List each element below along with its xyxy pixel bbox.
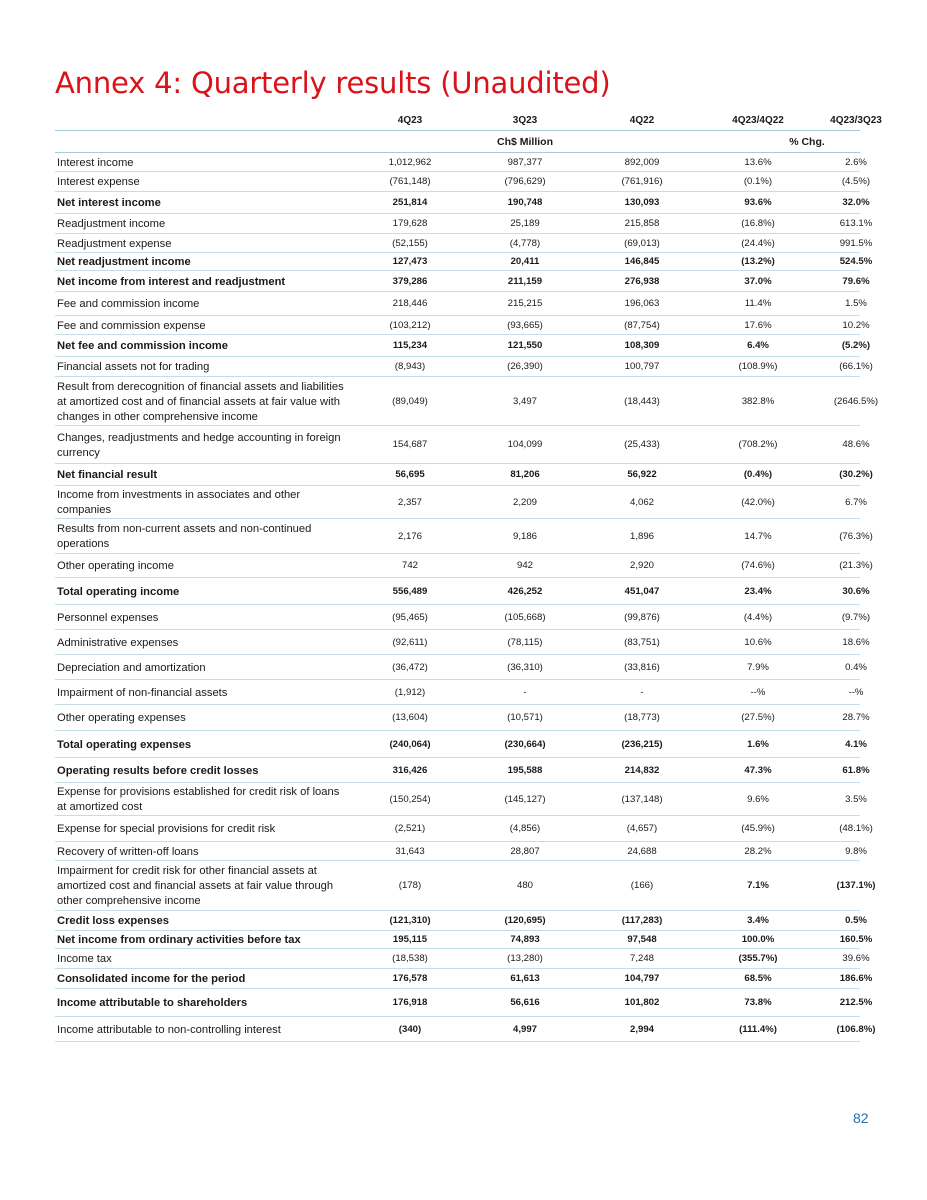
row-label: Net fee and commission income (57, 340, 228, 352)
table-row (55, 292, 867, 316)
row-value: 176,918 (392, 997, 428, 1008)
table-row (55, 519, 873, 554)
row-value: 6.4% (747, 340, 769, 351)
row-value: (150,254) (389, 793, 431, 805)
row-label: Changes, readjustments and hedge accounting in foreign currency (57, 431, 341, 459)
table-row (55, 949, 870, 969)
row-value: (42.0%) (741, 496, 775, 508)
row-value: 20,411 (510, 256, 540, 267)
row-value: (10,571) (507, 712, 543, 723)
row-value: 7,248 (629, 953, 654, 964)
row-value: 31,643 (395, 845, 425, 857)
page-number: 82 (853, 1110, 869, 1126)
row-value: (708.2%) (738, 439, 778, 450)
table-row (55, 630, 870, 655)
row-value: 942 (516, 560, 533, 571)
table-row (55, 731, 867, 758)
row-value: 14.7% (744, 530, 772, 542)
row-value: (5.2%) (841, 340, 871, 351)
row-value: 23.4% (744, 585, 772, 597)
table-row (55, 705, 870, 731)
row-value: (120,695) (504, 915, 546, 926)
row-label: Other operating income (57, 560, 174, 572)
row-value: (105,668) (504, 611, 546, 623)
row-label: Net financial result (57, 469, 158, 481)
row-value: (99,876) (624, 611, 660, 623)
row-value: 179,628 (392, 218, 428, 229)
row-value: - (640, 686, 644, 698)
column-header-row (55, 110, 882, 130)
row-label: Total operating income (57, 585, 180, 598)
table-row (55, 861, 876, 911)
row-label: Result from derecognition of financial assets and liabilities at amortized cost and of financial assets at fair value with changes in other comprehensive income (57, 380, 344, 423)
row-value: 74,893 (510, 934, 540, 945)
table-row (55, 842, 867, 861)
row-value: (4.4%) (743, 611, 773, 623)
row-label: Readjustment income (57, 218, 166, 230)
row-value: 28.2% (744, 845, 772, 857)
table-row (55, 816, 873, 842)
row-value: (0.4%) (743, 469, 773, 480)
row-value: (89,049) (392, 395, 428, 407)
row-value: 18.6% (842, 636, 870, 648)
row-value: 195,588 (507, 764, 543, 776)
row-value: (121,310) (389, 915, 431, 926)
row-value: 480 (516, 880, 533, 891)
row-value: (4,657) (626, 823, 658, 834)
row-value: 9.6% (747, 793, 769, 805)
row-label: Administrative expenses (57, 636, 179, 649)
row-value: (9.7%) (841, 611, 871, 623)
table-row (55, 234, 873, 253)
row-value: 104,099 (507, 439, 543, 450)
col-header-4q23: 4Q23 (397, 114, 423, 126)
row-value: (2,521) (394, 823, 426, 834)
row-value: 56,922 (627, 469, 657, 480)
row-value: (13,604) (392, 712, 428, 723)
row-value: 10.6% (744, 636, 772, 648)
row-value: 146,845 (624, 256, 660, 267)
row-value: 56,616 (510, 997, 540, 1008)
row-value: (106.8%) (836, 1023, 876, 1035)
row-value: 39.6% (842, 953, 870, 964)
row-value: (4,778) (509, 237, 541, 249)
row-label: Consolidated income for the period (57, 973, 246, 985)
table-row (55, 214, 873, 234)
row-value: 1.5% (845, 298, 867, 309)
row-value: 211,159 (507, 275, 543, 287)
row-value: 154,687 (392, 439, 428, 450)
row-value: 108,309 (624, 340, 660, 351)
row-label: Income from investments in associates and other companies (57, 489, 301, 516)
row-value: (145,127) (504, 793, 546, 805)
row-label: Interest income (57, 156, 134, 169)
row-value: (137,148) (621, 793, 663, 805)
row-value: (236,215) (621, 738, 663, 750)
table-row (55, 335, 871, 357)
row-value: 215,858 (624, 218, 660, 229)
row-value: 176,578 (392, 973, 428, 984)
row-label: Other operating expenses (57, 712, 186, 724)
row-value: (25,433) (624, 439, 660, 450)
row-value: - (523, 686, 527, 698)
row-value: 97,548 (627, 934, 657, 945)
row-value: 6.7% (845, 496, 867, 508)
row-value: 101,802 (624, 997, 660, 1008)
row-label: Net income from interest and readjustment (57, 275, 286, 288)
row-value: 7.1% (747, 880, 769, 891)
table-row (55, 783, 867, 816)
row-value: (117,283) (621, 915, 663, 926)
row-value: (13,280) (507, 953, 543, 964)
row-label: Credit loss expenses (57, 915, 169, 927)
row-value: (16.8%) (741, 218, 775, 229)
row-value: --% (750, 686, 766, 698)
col-header-4q22: 4Q22 (629, 114, 655, 126)
row-value: 0.5% (845, 915, 867, 926)
row-value: (92,611) (392, 636, 428, 648)
row-value: 73.8% (744, 997, 772, 1008)
row-value: 613.1% (839, 218, 873, 229)
row-value: 37.0% (744, 275, 772, 287)
row-value: 451,047 (624, 585, 660, 597)
row-value: 2,209 (512, 496, 537, 508)
table-row (55, 357, 873, 377)
row-value: 524.5% (839, 256, 873, 267)
row-value: 79.6% (842, 275, 870, 287)
row-value: (93,665) (507, 319, 543, 331)
row-value: 7.9% (747, 661, 769, 673)
row-label: Expense for provisions established for credit risk of loans at amortized cost (57, 786, 340, 813)
row-value: (52,155) (392, 237, 428, 249)
row-value: 991.5% (839, 237, 873, 249)
row-value: 93.6% (744, 197, 772, 208)
row-label: Income attributable to non-controlling interest (57, 1023, 281, 1036)
row-label: Operating results before credit losses (57, 764, 259, 777)
row-value: 17.6% (744, 319, 772, 331)
row-value: --% (848, 686, 864, 698)
col-header-4q23-vs-4q22: 4Q23/4Q22 (732, 114, 784, 126)
row-label: Personnel expenses (57, 611, 159, 624)
row-value: 316,426 (392, 764, 428, 776)
unit-chm: Ch$ Million (497, 135, 553, 148)
row-value: 56,695 (395, 469, 425, 480)
table-row (55, 464, 873, 486)
table-row (55, 655, 867, 680)
row-value: 556,489 (392, 585, 428, 597)
row-value: 382.8% (741, 395, 775, 407)
row-value: 2,176 (397, 530, 422, 542)
row-value: (166) (630, 880, 654, 891)
row-value: 4,062 (629, 496, 654, 508)
table-row (55, 758, 870, 783)
row-value: 215,215 (507, 298, 543, 309)
row-value: 2.6% (845, 156, 867, 168)
row-value: (103,212) (389, 319, 431, 331)
row-value: 2,357 (397, 496, 422, 508)
row-value: 61.8% (842, 764, 870, 776)
table-row (55, 1017, 876, 1042)
row-value: 24,688 (627, 845, 657, 857)
row-value: 115,234 (392, 340, 428, 351)
row-label: Fee and commission income (57, 298, 200, 310)
row-value: 4,997 (512, 1023, 537, 1035)
row-value: (18,773) (624, 712, 660, 723)
row-value: 1.6% (747, 738, 769, 750)
row-value: (18,443) (624, 395, 660, 407)
row-value: 2,994 (629, 1023, 654, 1035)
row-value: 160.5% (839, 934, 873, 945)
row-label: Interest expense (57, 176, 140, 188)
row-label: Readjustment expense (57, 237, 172, 250)
row-value: 68.5% (744, 973, 772, 984)
row-value: (761,916) (621, 176, 663, 187)
row-value: 426,252 (507, 585, 543, 597)
row-value: 48.6% (842, 439, 870, 450)
table-row (55, 989, 873, 1017)
row-value: 379,286 (392, 275, 428, 287)
table-row (55, 316, 870, 335)
row-value: (761,148) (389, 176, 431, 187)
unit-pct: % Chg. (789, 135, 825, 148)
row-value: (24.4%) (741, 237, 775, 249)
row-label: Expense for special provisions for credit risk (57, 823, 276, 835)
row-label: Depreciation and amortization (57, 661, 206, 674)
row-value: 1,896 (629, 530, 654, 542)
row-value: (78,115) (507, 636, 543, 648)
page-title: Annex 4: Quarterly results (Unaudited) (55, 66, 611, 100)
row-value: 4.1% (845, 738, 867, 750)
row-value: 47.3% (744, 764, 772, 776)
row-value: (111.4%) (739, 1023, 777, 1035)
row-value: (76.3%) (839, 530, 873, 542)
row-label: Net income from ordinary activities before tax (57, 934, 301, 946)
row-value: (33,816) (624, 661, 660, 673)
row-value: 0.4% (845, 661, 867, 673)
row-value: 100.0% (741, 934, 775, 945)
row-value: (178) (398, 880, 422, 891)
table-row (55, 172, 871, 192)
row-value: (18,538) (392, 953, 428, 964)
row-value: 196,063 (624, 298, 660, 309)
row-label: Recovery of written-off loans (57, 845, 199, 858)
row-value: (340) (398, 1023, 422, 1035)
row-value: 100,797 (624, 361, 660, 372)
row-value: 130,093 (624, 197, 660, 208)
row-value: (0.1%) (743, 176, 773, 187)
row-value: (48.1%) (839, 823, 873, 834)
unit-row (55, 130, 860, 153)
row-value: 186.6% (839, 973, 873, 984)
row-value: 10.2% (842, 319, 870, 331)
quarterly-results-table (55, 110, 882, 1042)
row-value: 104,797 (624, 973, 660, 984)
row-value: 28.7% (842, 712, 870, 723)
row-value: (4,856) (509, 823, 541, 834)
table-row (55, 680, 864, 705)
row-value: 11.4% (744, 298, 772, 309)
row-value: (83,751) (624, 636, 660, 648)
row-value: (1,912) (394, 686, 426, 698)
row-label: Net readjustment income (57, 256, 191, 268)
row-value: (27.5%) (741, 712, 775, 723)
row-value: (45.9%) (741, 823, 775, 834)
table-row (55, 931, 873, 949)
row-value: 742 (401, 560, 418, 571)
table-row (55, 153, 867, 172)
row-value: (74.6%) (741, 560, 775, 571)
row-value: 32.0% (842, 197, 870, 208)
row-value: (230,664) (504, 738, 546, 750)
row-value: (4.5%) (841, 176, 871, 187)
row-value: (21.3%) (839, 560, 873, 571)
table-row (55, 486, 867, 519)
row-label: Results from non-current assets and non-continued operations (57, 523, 312, 550)
row-value: (26,390) (507, 361, 543, 372)
row-label: Fee and commission expense (57, 319, 206, 332)
row-value: 212.5% (839, 997, 873, 1008)
row-value: (240,064) (389, 738, 431, 750)
table-row (55, 253, 873, 271)
row-value: (36,310) (507, 661, 543, 673)
table-row (55, 578, 870, 605)
row-label: Financial assets not for trading (57, 361, 210, 373)
table-row (55, 271, 870, 292)
row-value: (355.7%) (738, 953, 778, 964)
row-value: (13.2%) (741, 256, 775, 267)
row-value: 61,613 (510, 973, 540, 984)
row-value: 276,938 (624, 275, 660, 287)
col-header-4q23-vs-3q23: 4Q23/3Q23 (830, 114, 882, 126)
table-row (55, 554, 873, 578)
row-value: (137.1%) (836, 880, 876, 891)
row-value: (8,943) (394, 361, 426, 372)
row-value: (95,465) (392, 611, 428, 623)
row-value: 121,550 (507, 340, 543, 351)
row-value: 214,832 (624, 764, 660, 776)
row-value: (87,754) (624, 319, 660, 331)
row-value: (108.9%) (738, 361, 778, 372)
row-value: 28,807 (510, 845, 540, 857)
row-label: Income attributable to shareholders (57, 997, 248, 1009)
row-value: (36,472) (392, 661, 428, 673)
row-value: 987,377 (507, 156, 543, 168)
row-label: Income tax (57, 953, 112, 965)
row-value: 13.6% (744, 156, 772, 168)
table-row (55, 192, 870, 214)
row-value: (796,629) (504, 176, 546, 187)
row-value: 25,189 (510, 218, 540, 229)
row-value: (66.1%) (839, 361, 873, 372)
row-value: 81,206 (510, 469, 540, 480)
row-value: 892,009 (624, 156, 660, 168)
table-row (55, 911, 867, 931)
row-label: Total operating expenses (57, 738, 192, 751)
row-value: 2,920 (629, 560, 654, 571)
table-row (55, 426, 870, 464)
col-header-3q23: 3Q23 (512, 114, 538, 126)
row-value: 127,473 (392, 256, 428, 267)
table-row (55, 605, 871, 630)
row-value: 251,814 (392, 197, 428, 208)
row-value: 195,115 (392, 934, 428, 945)
row-value: 3,497 (512, 395, 537, 407)
row-label: Net interest income (57, 197, 161, 209)
row-value: 3.4% (747, 915, 769, 926)
table-row (55, 377, 879, 426)
row-value: 218,446 (392, 298, 428, 309)
row-value: 30.6% (842, 585, 870, 597)
row-value: 1,012,962 (388, 156, 432, 168)
row-value: 190,748 (507, 197, 543, 208)
row-value: 9,186 (512, 530, 537, 542)
row-value: (69,013) (624, 237, 660, 249)
table-row (55, 969, 873, 989)
row-value: 9.8% (845, 845, 867, 857)
row-value: 3.5% (845, 793, 867, 805)
row-value: (2646.5%) (833, 395, 879, 407)
row-label: Impairment of non-financial assets (57, 686, 228, 699)
row-label: Impairment for credit risk for other financial assets at amortized cost and financial assets at fair value through other comprehensive income (57, 865, 334, 907)
row-value: (30.2%) (839, 469, 873, 480)
